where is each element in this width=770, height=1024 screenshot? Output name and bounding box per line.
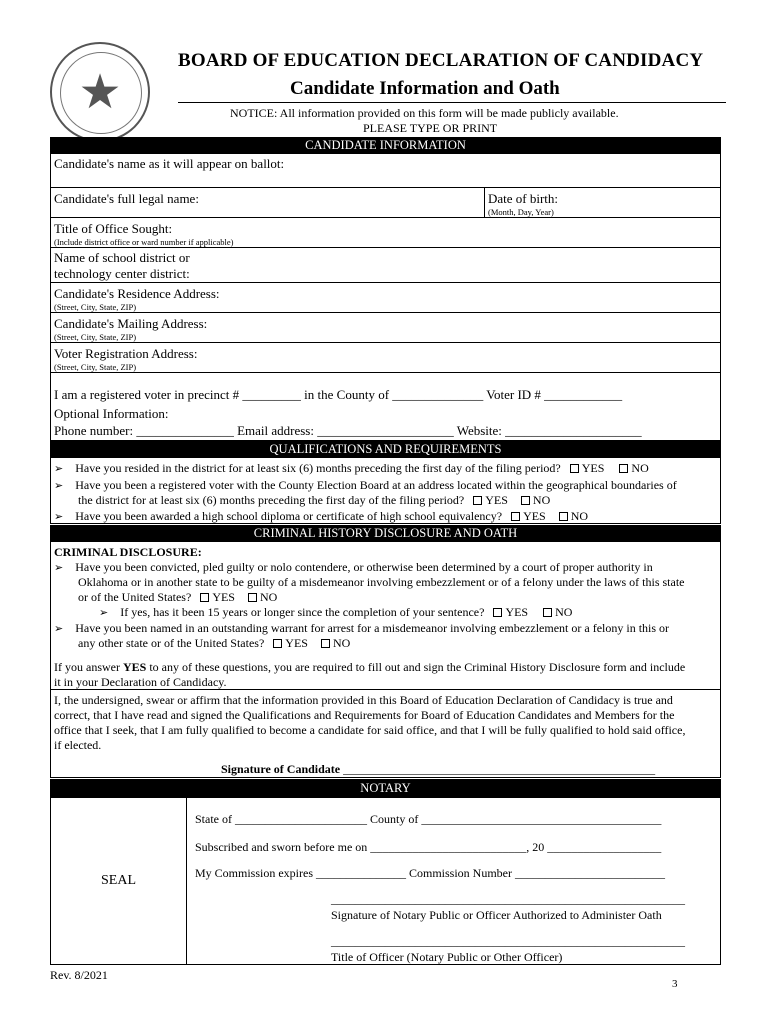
- print-note: PLEASE TYPE OR PRINT: [363, 121, 498, 135]
- q2-yes-checkbox[interactable]: [473, 496, 482, 505]
- voter-contact-block: [50, 372, 721, 441]
- page-number: 3: [672, 978, 678, 990]
- criminal-q1-text-2: Oklahoma or in another state to be guilty of a misdemeanor involving embezzlement or of a felony under the laws of this state: [78, 575, 685, 589]
- oath-text-1: I, the undersigned, swear or affirm that the information provided in this Board of Education Declaration of Candidacy is true and: [54, 693, 673, 707]
- notary-block: [186, 797, 721, 965]
- office-hint: (Include district office or ward number if applicable): [54, 237, 234, 247]
- c1-sub-no-checkbox[interactable]: [543, 608, 552, 617]
- oath-text-4: if elected.: [54, 738, 102, 752]
- qualification-2-cont: [78, 493, 550, 508]
- criminal-disclosure-block: [50, 541, 721, 690]
- candidate-info-header: CANDIDATE INFORMATION: [50, 137, 721, 153]
- oath-text-3: office that I seek, that I am fully qualified to become a candidate for said office, and that I will be fully qualified to hold said office,: [54, 723, 686, 737]
- c1-yes-label: YES: [212, 590, 235, 604]
- criminal-instructions-2: it in your Declaration of Candidacy.: [54, 675, 227, 689]
- seal-label: SEAL: [101, 873, 136, 888]
- criminal-q2-cont: [78, 636, 350, 651]
- criminal-q1-text-1: Have you been convicted, pled guilty or nolo contendere, or otherwise been determined by a court of proper authority in: [75, 560, 653, 574]
- qualifications-header: QUALIFICATIONS AND REQUIREMENTS: [50, 441, 721, 457]
- qualification-1-text: Have you resided in the district for at least six (6) months preceding the first day of the filing period?: [75, 461, 561, 475]
- district-field[interactable]: [50, 247, 721, 283]
- residence-label: Candidate's Residence Address:: [54, 286, 220, 301]
- c1-sub-no-label: NO: [555, 605, 573, 619]
- q1-no-checkbox[interactable]: [619, 464, 628, 473]
- qualification-2: [54, 478, 677, 493]
- qualification-2-text-1: Have you been a registered voter with the County Election Board at an address located within the geographical boundaries of: [75, 478, 677, 492]
- arrow-bullet-icon: ➢: [54, 623, 64, 635]
- instr-yes-emphasis: YES: [122, 660, 147, 674]
- public-notice: NOTICE: All information provided on this form will be made publicly available.: [230, 106, 619, 120]
- candidate-signature-blank: ____________________________________________________: [343, 762, 656, 776]
- dob-hint: (Month, Day, Year): [488, 207, 554, 217]
- c2-yes-checkbox[interactable]: [273, 639, 282, 648]
- c1-sub-yes-checkbox[interactable]: [493, 608, 502, 617]
- legal-name-field[interactable]: [50, 187, 485, 218]
- qualification-2-text-2: the district for at least six (6) months preceding the first day of the filing period?: [78, 493, 465, 507]
- precinct-line[interactable]: I am a registered voter in precinct # _________ in the County of ______________ Voter ID # ____________: [54, 387, 623, 402]
- ballot-name-field[interactable]: [50, 153, 721, 188]
- dob-field[interactable]: [484, 187, 721, 218]
- candidate-signature-label: Signature of Candidate: [221, 762, 341, 776]
- contact-line[interactable]: Phone number: _______________ Email address: _____________________ Website: _____________________: [54, 423, 642, 438]
- commission-line[interactable]: My Commission expires _______________ Commission Number _________________________: [195, 866, 666, 880]
- c1-yes-checkbox[interactable]: [200, 593, 209, 602]
- seal-area: [50, 797, 187, 965]
- mailing-label: Candidate's Mailing Address:: [54, 316, 208, 331]
- residence-field[interactable]: [50, 282, 721, 313]
- sworn-date-line[interactable]: Subscribed and sworn before me on __________________________, 20 ___________________: [195, 840, 662, 854]
- legal-name-label: Candidate's full legal name:: [54, 191, 199, 206]
- ballot-name-label: Candidate's name as it will appear on ballot:: [54, 156, 285, 171]
- revision-label: Rev. 8/2021: [50, 968, 108, 982]
- notary-signature-label: Signature of Notary Public or Officer Authorized to Administer Oath: [331, 908, 662, 922]
- c1-no-label: NO: [259, 590, 278, 604]
- qualification-3-text: Have you been awarded a high school diploma or certificate of high school equivalency?: [75, 509, 503, 523]
- qualification-1: [54, 461, 649, 476]
- voter-address-hint: (Street, City, State, ZIP): [54, 362, 137, 372]
- criminal-q1-cont: [78, 590, 277, 605]
- qualifications-block: [50, 457, 721, 524]
- state-county-line[interactable]: State of ______________________ County of ________________________________________: [195, 812, 662, 826]
- instr-text-b: to any of these questions, you are required to fill out and sign the Criminal History Disclosure form and include: [146, 660, 686, 674]
- criminal-q1-sub-text: If yes, has it been 15 years or longer since the completion of your sentence?: [120, 605, 485, 619]
- voter-address-label: Voter Registration Address:: [54, 346, 198, 361]
- criminal-q2-text-1: Have you been named in an outstanding warrant for arrest for a misdemeanor involving embezzlement or a felony in this or: [75, 621, 670, 635]
- arrow-bullet-icon: ➢: [54, 463, 64, 475]
- criminal-history-header: CRIMINAL HISTORY DISCLOSURE AND OATH: [50, 525, 721, 541]
- optional-label: Optional Information:: [54, 406, 169, 421]
- mailing-field[interactable]: [50, 312, 721, 343]
- criminal-q1-sub: [99, 605, 572, 620]
- oath-block: [50, 689, 721, 778]
- q2-yes-label: YES: [485, 493, 508, 507]
- title-rule: [178, 102, 726, 103]
- criminal-q2: [54, 621, 669, 636]
- q1-yes-label: YES: [581, 461, 605, 475]
- arrow-bullet-icon: ➢: [54, 562, 64, 574]
- oath-text-2: correct, that I have read and signed the Qualifications and Requirements for Board of Education Candidates and Members for the: [54, 708, 675, 722]
- qualification-3: [54, 509, 588, 524]
- district-label-1: Name of school district or: [54, 250, 190, 265]
- q1-no-label: NO: [631, 461, 649, 475]
- dob-label: Date of birth:: [488, 191, 559, 206]
- c2-no-label: NO: [332, 636, 351, 650]
- q2-no-checkbox[interactable]: [521, 496, 530, 505]
- q3-yes-label: YES: [523, 509, 546, 523]
- arrow-bullet-icon: ➢: [99, 607, 109, 619]
- voter-address-field[interactable]: [50, 342, 721, 373]
- state-seal-icon: ★: [50, 42, 150, 142]
- form-subtitle: Candidate Information and Oath: [290, 78, 560, 99]
- criminal-q2-text-2: any other state or of the United States?: [78, 636, 265, 650]
- mailing-hint: (Street, City, State, ZIP): [54, 332, 137, 342]
- notary-signature-line[interactable]: ___________________________________________________________: [331, 892, 685, 906]
- criminal-instructions-1: [54, 660, 685, 675]
- arrow-bullet-icon: ➢: [54, 511, 64, 523]
- q3-no-checkbox[interactable]: [559, 512, 568, 521]
- office-field[interactable]: [50, 217, 721, 248]
- c2-no-checkbox[interactable]: [321, 639, 330, 648]
- q3-yes-checkbox[interactable]: [511, 512, 520, 521]
- residence-hint: (Street, City, State, ZIP): [54, 302, 137, 312]
- c2-yes-label: YES: [285, 636, 308, 650]
- criminal-disclosure-heading: CRIMINAL DISCLOSURE:: [54, 545, 202, 559]
- instr-text-a: If you answer: [54, 660, 123, 674]
- criminal-q1: [54, 560, 653, 575]
- q2-no-label: NO: [532, 493, 551, 507]
- candidate-signature-line[interactable]: [221, 762, 655, 777]
- arrow-bullet-icon: ➢: [54, 480, 64, 492]
- c1-sub-yes-label: YES: [505, 605, 529, 619]
- criminal-q1-text-3: or of the United States?: [78, 590, 192, 604]
- officer-title-line[interactable]: ___________________________________________________________: [331, 934, 685, 948]
- officer-title-label: Title of Officer (Notary Public or Other Officer): [331, 950, 563, 964]
- form-title: BOARD OF EDUCATION DECLARATION OF CANDIDACY: [178, 50, 704, 71]
- q1-yes-checkbox[interactable]: [570, 464, 579, 473]
- q3-no-label: NO: [570, 509, 589, 523]
- notary-header: NOTARY: [50, 779, 721, 797]
- office-label: Title of Office Sought:: [54, 221, 173, 236]
- district-label-2: technology center district:: [54, 266, 190, 281]
- c1-no-checkbox[interactable]: [248, 593, 257, 602]
